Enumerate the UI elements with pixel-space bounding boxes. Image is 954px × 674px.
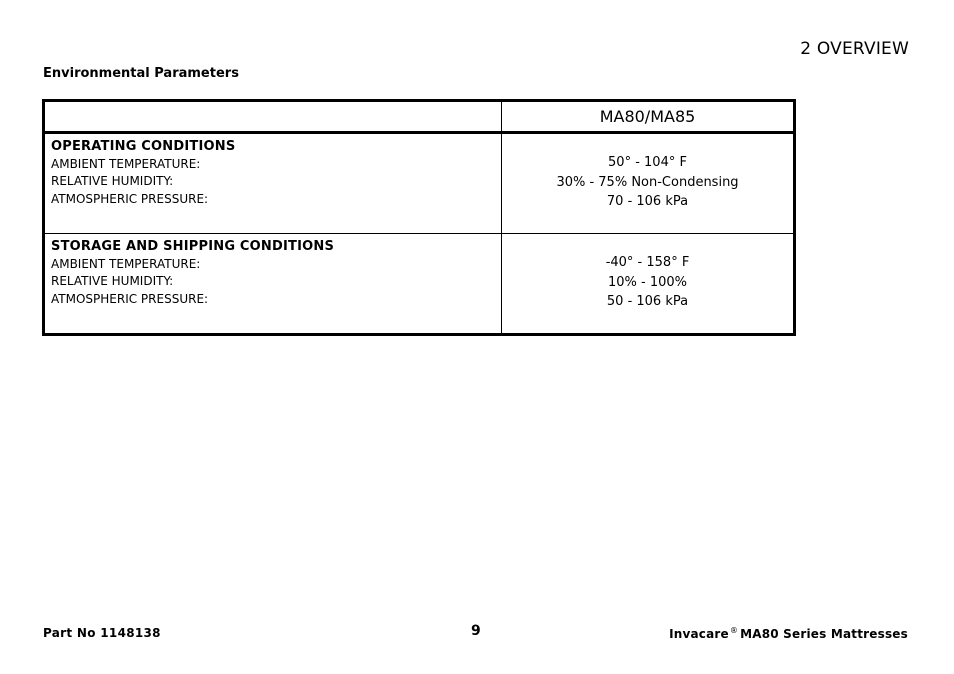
storage-value-cell — [502, 234, 795, 335]
footer-brand-name: Invacare — [669, 627, 729, 641]
table-row-operating — [44, 133, 795, 234]
storage-param-pressure: ATMOSPHERIC PRESSURE: — [51, 291, 209, 306]
operating-param-pressure: ATMOSPHERIC PRESSURE: — [51, 191, 209, 206]
operating-value-pressure: 70 - 106 kPa — [606, 194, 689, 209]
operating-value-temperature: 50° - 104° F — [608, 155, 687, 170]
storage-value-pressure: 50 - 106 kPa — [606, 294, 689, 309]
environmental-parameters-table — [42, 99, 796, 336]
section-header: 2 OVERVIEW — [800, 39, 909, 59]
registered-mark: ® — [729, 626, 739, 635]
operating-label-cell — [44, 133, 502, 234]
storage-param-temperature: AMBIENT TEMPERATURE: — [51, 256, 201, 271]
footer-page-number: 9 — [471, 623, 481, 639]
storage-value-humidity: 10% - 100% — [607, 274, 687, 290]
operating-param-temperature: AMBIENT TEMPERATURE: — [51, 156, 201, 171]
operating-param-humidity: RELATIVE HUMIDITY: — [51, 174, 174, 188]
footer-product-line — [669, 626, 908, 641]
section-heading: Environmental Parameters — [43, 66, 239, 81]
storage-label-cell — [44, 234, 502, 335]
storage-conditions-title: STORAGE AND SHIPPING CONDITIONS — [51, 239, 335, 254]
footer-part-number: Part No 1148138 — [43, 626, 161, 640]
model-header-cell: MA80/MA85 — [502, 101, 795, 133]
footer-product-name: MA80 Series Mattresses — [740, 627, 908, 641]
operating-conditions-title: OPERATING CONDITIONS — [51, 139, 236, 154]
table-header-row — [44, 101, 795, 133]
table-row-storage — [44, 234, 795, 335]
storage-param-humidity: RELATIVE HUMIDITY: — [51, 274, 174, 288]
storage-value-temperature: -40° - 158° F — [605, 255, 690, 270]
operating-value-humidity: 30% - 75% Non-Condensing — [556, 174, 739, 190]
operating-value-cell — [502, 133, 795, 234]
header-empty-cell — [44, 101, 502, 133]
